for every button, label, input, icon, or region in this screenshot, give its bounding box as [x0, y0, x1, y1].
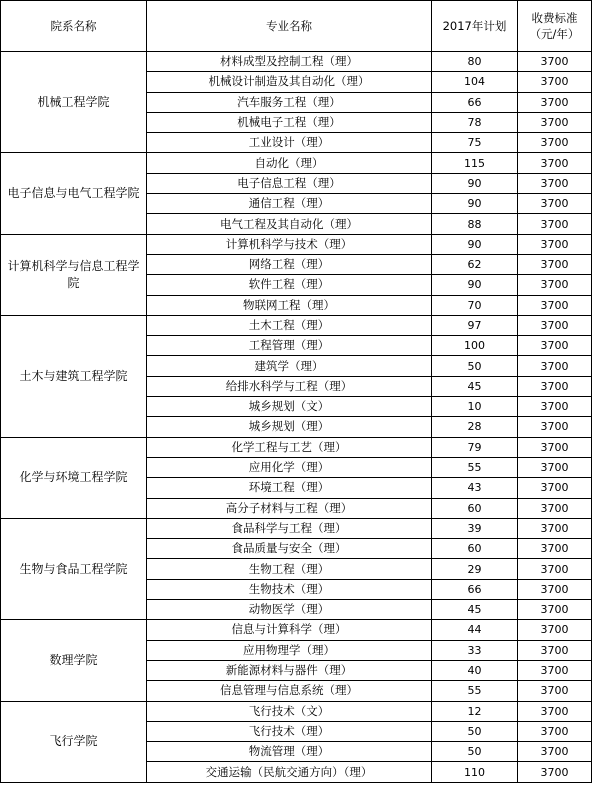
fee-cell: 3700 [518, 417, 592, 437]
plan-cell: 29 [432, 559, 518, 579]
fee-cell: 3700 [518, 376, 592, 396]
major-cell: 食品质量与安全（理） [147, 539, 432, 559]
major-cell: 自动化（理） [147, 153, 432, 173]
plan-cell: 39 [432, 518, 518, 538]
plan-cell: 100 [432, 336, 518, 356]
major-cell: 电气工程及其自动化（理） [147, 214, 432, 234]
major-cell: 飞行技术（文） [147, 701, 432, 721]
fee-cell: 3700 [518, 214, 592, 234]
plan-cell: 10 [432, 397, 518, 417]
plan-cell: 88 [432, 214, 518, 234]
major-cell: 动物医学（理） [147, 600, 432, 620]
plan-cell: 62 [432, 254, 518, 274]
major-cell: 应用物理学（理） [147, 640, 432, 660]
major-cell: 信息管理与信息系统（理） [147, 681, 432, 701]
plan-cell: 60 [432, 498, 518, 518]
major-cell: 应用化学（理） [147, 457, 432, 477]
major-cell: 高分子材料与工程（理） [147, 498, 432, 518]
major-cell: 工业设计（理） [147, 133, 432, 153]
major-cell: 机械设计制造及其自动化（理） [147, 72, 432, 92]
plan-cell: 70 [432, 295, 518, 315]
major-cell: 通信工程（理） [147, 194, 432, 214]
table-body [1, 1, 592, 783]
department-cell: 土木与建筑工程学院 [1, 315, 147, 437]
plan-cell: 75 [432, 133, 518, 153]
plan-cell: 97 [432, 315, 518, 335]
major-cell: 生物工程（理） [147, 559, 432, 579]
plan-cell: 28 [432, 417, 518, 437]
plan-cell: 79 [432, 437, 518, 457]
plan-cell: 40 [432, 660, 518, 680]
major-cell: 城乡规划（理） [147, 417, 432, 437]
fee-cell: 3700 [518, 194, 592, 214]
major-cell: 汽车服务工程（理） [147, 92, 432, 112]
fee-cell: 3700 [518, 397, 592, 417]
major-cell: 生物技术（理） [147, 579, 432, 599]
major-cell: 工程管理（理） [147, 336, 432, 356]
plan-cell: 55 [432, 681, 518, 701]
fee-cell: 3700 [518, 234, 592, 254]
plan-cell: 12 [432, 701, 518, 721]
header-fee [518, 1, 592, 52]
plan-cell: 110 [432, 762, 518, 782]
header-major: 专业名称 [147, 1, 432, 52]
plan-cell: 104 [432, 72, 518, 92]
fee-cell: 3700 [518, 600, 592, 620]
major-cell: 建筑学（理） [147, 356, 432, 376]
major-cell: 软件工程（理） [147, 275, 432, 295]
major-cell: 物流管理（理） [147, 742, 432, 762]
plan-cell: 90 [432, 194, 518, 214]
department-cell: 飞行学院 [1, 701, 147, 782]
fee-cell: 3700 [518, 539, 592, 559]
fee-cell: 3700 [518, 498, 592, 518]
major-cell: 交通运输（民航交通方向）（理） [147, 762, 432, 782]
department-cell: 化学与环境工程学院 [1, 437, 147, 518]
fee-cell: 3700 [518, 356, 592, 376]
major-cell: 材料成型及控制工程（理） [147, 52, 432, 72]
fee-cell: 3700 [518, 133, 592, 153]
department-cell: 机械工程学院 [1, 52, 147, 153]
department-cell: 计算机科学与信息工程学院 [1, 234, 147, 315]
plan-cell: 90 [432, 275, 518, 295]
major-cell: 物联网工程（理） [147, 295, 432, 315]
fee-cell: 3700 [518, 153, 592, 173]
plan-cell: 66 [432, 579, 518, 599]
plan-cell: 50 [432, 742, 518, 762]
fee-cell: 3700 [518, 173, 592, 193]
header-fee-line1: 收费标准 [531, 11, 578, 25]
fee-cell: 3700 [518, 92, 592, 112]
major-cell: 新能源材料与器件（理） [147, 660, 432, 680]
department-cell: 生物与食品工程学院 [1, 518, 147, 619]
fee-cell: 3700 [518, 295, 592, 315]
fee-cell: 3700 [518, 559, 592, 579]
fee-cell: 3700 [518, 315, 592, 335]
fee-cell: 3700 [518, 701, 592, 721]
table-row [1, 315, 592, 335]
plan-cell: 80 [432, 52, 518, 72]
department-cell: 数理学院 [1, 620, 147, 701]
major-cell: 电子信息工程（理） [147, 173, 432, 193]
plan-cell: 66 [432, 92, 518, 112]
plan-cell: 90 [432, 173, 518, 193]
major-cell: 飞行技术（理） [147, 721, 432, 741]
header-row [1, 1, 592, 52]
plan-cell: 78 [432, 112, 518, 132]
fee-cell: 3700 [518, 457, 592, 477]
major-cell: 土木工程（理） [147, 315, 432, 335]
table-row [1, 234, 592, 254]
major-cell: 网络工程（理） [147, 254, 432, 274]
major-cell: 城乡规划（文） [147, 397, 432, 417]
plan-cell: 33 [432, 640, 518, 660]
major-cell: 信息与计算科学（理） [147, 620, 432, 640]
major-cell: 化学工程与工艺（理） [147, 437, 432, 457]
plan-cell: 90 [432, 234, 518, 254]
fee-cell: 3700 [518, 640, 592, 660]
table-row [1, 701, 592, 721]
table-row [1, 437, 592, 457]
fee-cell: 3700 [518, 762, 592, 782]
major-cell: 给排水科学与工程（理） [147, 376, 432, 396]
department-cell: 电子信息与电气工程学院 [1, 153, 147, 234]
major-cell: 计算机科学与技术（理） [147, 234, 432, 254]
table-row [1, 52, 592, 72]
fee-cell: 3700 [518, 620, 592, 640]
major-cell: 机械电子工程（理） [147, 112, 432, 132]
fee-cell: 3700 [518, 721, 592, 741]
plan-cell: 50 [432, 721, 518, 741]
fee-cell: 3700 [518, 681, 592, 701]
plan-cell: 50 [432, 356, 518, 376]
fee-cell: 3700 [518, 112, 592, 132]
fee-cell: 3700 [518, 275, 592, 295]
major-cell: 环境工程（理） [147, 478, 432, 498]
fee-cell: 3700 [518, 660, 592, 680]
header-fee-line2: （元/年） [529, 27, 580, 41]
plan-cell: 45 [432, 376, 518, 396]
fee-cell: 3700 [518, 336, 592, 356]
plan-cell: 60 [432, 539, 518, 559]
fee-cell: 3700 [518, 254, 592, 274]
plan-cell: 44 [432, 620, 518, 640]
table-row [1, 620, 592, 640]
header-department: 院系名称 [1, 1, 147, 52]
plan-cell: 55 [432, 457, 518, 477]
header-plan: 2017年计划 [432, 1, 518, 52]
fee-cell: 3700 [518, 579, 592, 599]
plan-cell: 45 [432, 600, 518, 620]
plan-cell: 43 [432, 478, 518, 498]
plan-cell: 115 [432, 153, 518, 173]
fee-cell: 3700 [518, 742, 592, 762]
table-row [1, 518, 592, 538]
fee-cell: 3700 [518, 437, 592, 457]
fee-cell: 3700 [518, 52, 592, 72]
table-row [1, 153, 592, 173]
fee-cell: 3700 [518, 518, 592, 538]
major-cell: 食品科学与工程（理） [147, 518, 432, 538]
fee-cell: 3700 [518, 72, 592, 92]
fee-cell: 3700 [518, 478, 592, 498]
